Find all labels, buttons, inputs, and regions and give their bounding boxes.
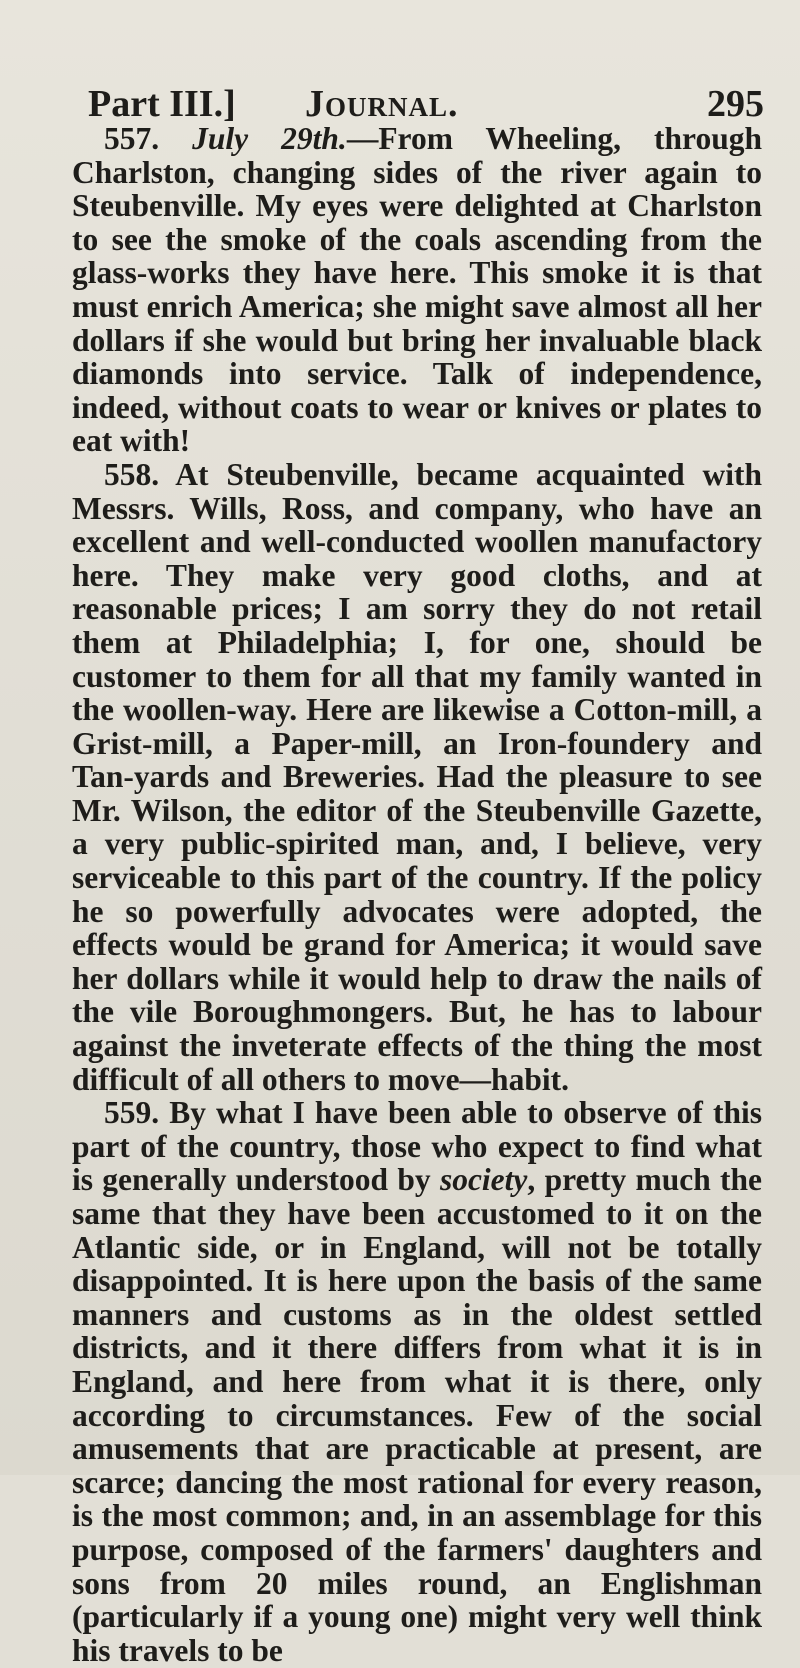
paragraph-559 [72,1096,762,1667]
paragraph-text: At Steubenville, became acquainted with Messrs. Wills, Ross, and company, who have an excellent and well-conducted woollen manufactory here. They make very good cloths, and at reasonable prices; I am sorry they do not retail them at Philadelphia; I, for one, should be customer to them for all that my family wanted in the woollen-way. Here are likewise a Cotton-mill, a Grist-mill, a Paper-mill, an Iron-foundery and Tan-yards and Breweries. Had the pleasure to see Mr. Wilson, the editor of the Steubenville Gazette, a very public-spirited man, and, I believe, very serviceable to this part of the country. If the policy he so powerfully advocates were adopted, the effects would be grand for America; it would save her dollars while it would help to draw the nails of the vile Boroughmongers. But, he has to labour against the inveterate effects of the thing the most difficult of all others to move—habit. [72,456,762,1097]
paragraph-557 [72,122,762,458]
paragraph-number: 557. [104,121,160,156]
paragraph-text: , pretty much the same that they have been accustomed to it on the Atlantic side, or in England, will not be totally disappointed. It is here upon the basis of the same manners and customs as in the oldest settled districts, and it there differs from what it is in England, and here from what it is there, only according to circumstances. Few of the social amusements that are practicable at present, are scarce; dancing the most rational for every reason, is the most common; and, in an assemblage for this purpose, composed of the farmers' daughters and sons from 20 miles round, an Englishman (particularly if a young one) might very well think his travels to be [72,1162,763,1668]
entry-date: July 29th. [192,121,347,156]
running-title: Journal. [305,83,459,125]
part-label: Part III.] [88,83,236,125]
emphasized-word: society [439,1162,528,1198]
paragraph-number: 558. [104,456,160,492]
page-number: 295 [707,83,764,125]
paragraph-number: 559. [104,1095,160,1131]
paragraph-text: —From Wheeling, through Charlston, changing sides of the river again to Steubenville. My eyes were delighted at Charlston to see the smoke of the coals ascending from the glass-works they have here. This smoke it is that must enrich America; she might save almost all her dollars if she would but bring her invaluable black diamonds into service. Talk of independence, indeed, without coats to wear or knives or plates to eat with! [72,121,762,459]
body-text [72,122,762,1667]
paragraph-558 [72,458,762,1096]
paragraph-text: By what I have been able to observe of this part of the country, those who expect to find what is generally understood by [72,1095,762,1198]
